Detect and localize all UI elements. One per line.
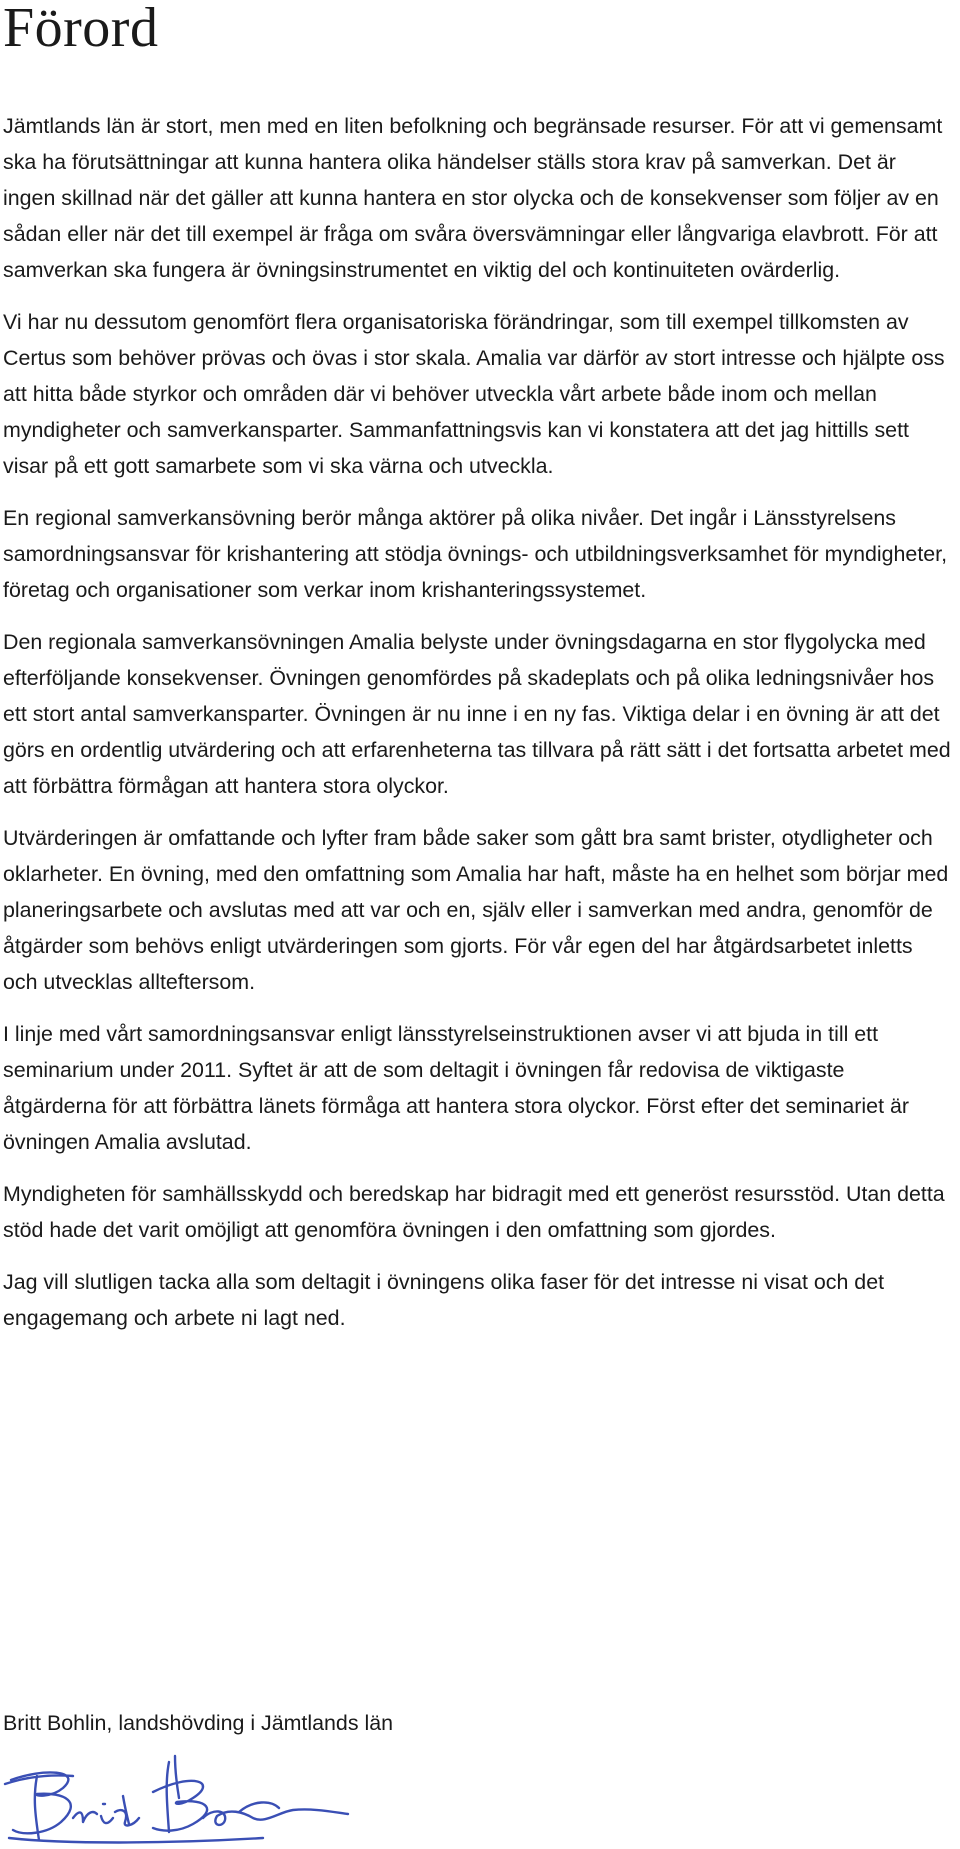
handwritten-signature <box>3 1752 383 1847</box>
paragraph-4: Den regionala samverkansövningen Amalia belyste under övningsdagarna en stor flygolycka med efterföljande konsekvenser. Övningen genomfördes på skadeplats och på olika ledningsnivåer hos ett stort antal samverkansparter. Övningen är nu inne i en ny fas. Viktiga delar i en övning är att det görs en ordentlig utvärdering och att erfarenheterna tas tillvara på rätt sätt i det fortsatta arbetet med att förbättra förmågan att hantera stora olyckor. <box>3 630 951 798</box>
foreword-body <box>3 108 953 1352</box>
signer-line: Britt Bohlin, landshövding i Jämtlands län <box>3 1711 394 1735</box>
page-title: Förord <box>3 0 159 59</box>
paragraph-6: I linje med vårt samordningsansvar enligt länsstyrelseinstruktionen avser vi att bjuda in till ett seminarium under 2011. Syftet är att de som deltagit i övningen får redovisa de viktigaste åtgärderna för att förbättra länets förmåga att hantera stora olyckor. Först efter det seminariet är övningen Amalia avslutad. <box>3 1022 909 1154</box>
paragraph-2: Vi har nu dessutom genomfört flera organisatoriska förändringar, som till exempel tillkomsten av Certus som behöver prövas och övas i stor skala. Amalia var därför av stort intresse och hjälpte oss att hitta både styrkor och områden där vi behöver utveckla vårt arbete både inom och mellan myndigheter och samverkansparter. Sammanfattningsvis kan vi konstatera att det jag hittills sett visar på ett gott samarbete som vi ska värna och utveckla. <box>3 310 945 478</box>
paragraph-5: Utvärderingen är omfattande och lyfter fram både saker som gått bra samt brister, otydligheter och oklarheter. En övning, med den omfattning som Amalia har haft, måste ha en helhet som börjar med planeringsarbete och avslutas med att var och en, själv eller i samverkan med andra, genomför de åtgärder som behövs enligt utvärderingen som gjorts. För vår egen del har åtgärdsarbetet inletts och utvecklas allteftersom. <box>3 826 949 994</box>
paragraph-3: En regional samverkansövning berör många aktörer på olika nivåer. Det ingår i Länsstyrelsens samordningsansvar för krishantering att stödja övnings- och utbildningsverksamhet för myndigheter, företag och organisationer som verkar inom krishanteringssystemet. <box>3 506 948 602</box>
document-page <box>3 0 953 1735</box>
paragraph-1: Jämtlands län är stort, men med en liten befolkning och begränsade resurser. För att vi gemensamt ska ha förutsättningar att kunna hantera olika händelser ställs stora krav på samverkan. Det är ingen skillnad när det gäller att kunna hantera en stor olycka och de konsekvenser som följer av en sådan eller när det till exempel är fråga om svåra översvämningar eller långvariga elavbrott. För att samverkan ska fungera är övningsinstrumentet en viktig del och kontinuiteten ovärderlig. <box>3 114 943 282</box>
paragraph-7: Myndigheten för samhällsskydd och beredskap har bidragit med ett generöst resursstöd. Utan detta stöd hade det varit omöjligt att genomföra övningen i den omfattning som gjordes. <box>3 1182 945 1242</box>
paragraph-8: Jag vill slutligen tacka alla som deltagit i övningens olika faser för det intresse ni visat och det engagemang och arbete ni lagt ned. <box>3 1270 885 1330</box>
